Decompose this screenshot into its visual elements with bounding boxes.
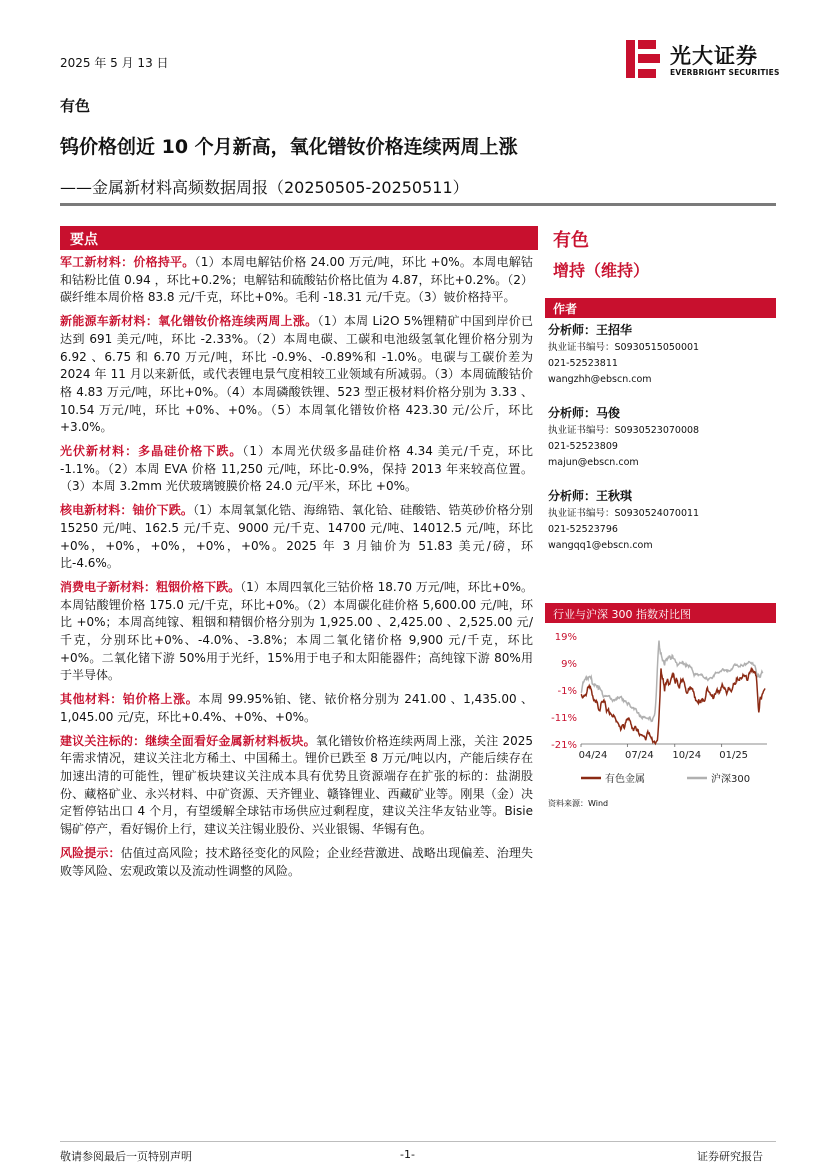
key-points-heading-text: 要点 (70, 232, 98, 248)
key-point-text: （1）本周 Li2O 5%锂精矿中国到岸价已达到 691 美元/吨，环比 -2.33%。（2）本周电碳、工碳和电池级氢氧化锂价格分别为 6.92 、6.75 和 6.70 万元/吨，环比 -0.9%、-0.89%和 -1.0%。电碳与工碳价差为 2024 年 11 月以来新低，或代表锂电景气度相较工业领域有所减弱。（3）本周硫酸钴价格 4.83 万元/吨，环比+0%。（4）本周磷酸铁锂、523 型正极材料价格分别为 3.33 、10.54 万元/吨，环比 +0%、+0%。（5）本周氧化镨钕价格 423.30 元/公斤，环比+3.0%。 (60, 314, 533, 435)
page-number: -1- (400, 1148, 415, 1161)
author-email[interactable]: wangqq1@ebscn.com (548, 540, 653, 551)
key-point-lead: 其他材料：铂价格上涨。 (60, 692, 199, 707)
x-tick-label: 07/24 (624, 750, 654, 761)
logo-en-text: EVERBRIGHT SECURITIES (670, 68, 780, 77)
key-point-lead: 军工新材料：价格持平。 (60, 255, 195, 269)
report-date: 2025 年 5 月 13 日 (60, 56, 169, 70)
legend-label: 有色金属 (605, 774, 645, 785)
key-point-paragraph (60, 502, 533, 573)
key-point-lead: 新能源车新材料：氧化镨钕价格连续两周上涨。 (60, 314, 318, 329)
author-phone: 021-52523809 (548, 441, 618, 452)
author-name: 分析师：王招华 (548, 323, 633, 337)
key-point-paragraph (60, 443, 533, 496)
sidebar-sector: 有色 (553, 230, 589, 251)
chart-heading-text: 行业与沪深 300 指数对比图 (553, 608, 691, 621)
x-tick-label: 01/25 (719, 750, 749, 761)
index-comparison-chart (545, 626, 776, 796)
footer-disclaimer: 敬请参阅最后一页特别声明 (60, 1150, 192, 1163)
key-point-text: 氧化镨钕价格连续两周上涨，关注 2025 年需求情况，建议关注北方稀土、中国稀土。锂价已跌至 8 万元/吨以内，产能后续存在加速出清的可能性，锂矿板块建议关注成本具有优势且资源端存在扩张的标的：盐湖股份、藏格矿业、永兴材料、中矿资源、天齐锂业、赣锋锂业、西藏矿业等。刚果（金）决定暂停钴出口 4 个月，有望缓解全球钴市场供应过剩程度，建议关注华友钴业等。Bisie 锡矿停产，看好锡价上行，建议关注锡业股份、兴业银锡、华锡有色。 (60, 733, 533, 837)
footer-doc-type: 证券研究报告 (697, 1150, 763, 1163)
key-point-text: （1）本周电解钴价格 24.00 万元/吨，环比 +0%。本周电解钴和钴粉比值 0.94 ，环比+0.2%；电解钴和硫酸钴价格比值为 4.87，环比+0.2%。（2）碳纤维本周价格 83.8 元/千克，环比+0%。毛利 -18.31 元/千克。（3）铍价格持平。 (60, 255, 533, 305)
sector-label: 有色 (60, 97, 91, 115)
header-divider (60, 203, 776, 206)
key-points-body (60, 254, 533, 886)
key-points-heading (60, 226, 538, 250)
y-tick-label: 19% (554, 632, 577, 643)
everbright-logo (626, 38, 786, 82)
author-email[interactable]: majun@ebscn.com (548, 457, 639, 468)
logo-cn-text: 光大证券 (670, 44, 758, 68)
key-point-text: （1）本周四氧化三钴价格 18.70 万元/吨，环比+0%。本周钴酸锂价格 175.0 元/千克，环比+0%。（2）本周碳化硅价格 5,600.00 元/吨，环比 +0%；本周高纯镓、粗铟和精铟价格分别为 1,925.00 、2,425.00 、2,525.00 元/千克，分别环比+0%、-4.0%、-3.8%；本周二氧化锗价格 9,900 元/千克，环比+0%。二氧化锗下游 50%用于光纤，15%用于电子和太阳能器件；高纯镓下游 80%用于半导体。 (60, 579, 533, 683)
x-tick-label: 10/24 (672, 750, 702, 761)
key-point-paragraph (60, 845, 533, 880)
author-cert: 执业证书编号：S0930515050001 (548, 342, 700, 353)
y-tick-label: -11% (551, 713, 577, 724)
y-tick-label: -1% (557, 686, 577, 697)
chart-heading (545, 603, 776, 623)
author-card (548, 488, 778, 554)
everbright-logo-icon (626, 40, 660, 78)
key-point-lead: 消费电子新材料：粗铟价格下跌。 (60, 579, 241, 594)
y-tick-label: -21% (551, 740, 577, 751)
footer-divider (60, 1141, 776, 1142)
key-point-text: （1）本周氧氯化锆、海绵锆、氧化铪、硅酸锆、锆英砂价格分别 15250 元/吨、162.5 元/千克、9000 元/千克、14700 元/吨、14012.5 元/吨，环比+0%，+0%，+0%，+0%，+0%。2025 年 3 月铀价为 51.83 美元/磅，环比-4.6%。 (60, 503, 533, 571)
key-point-text: 本周 99.95%铂、铑、铱价格分别为 241.00 、1,435.00 、1,045.00 元/克，环比+0.4%、+0%、+0%。 (60, 692, 533, 724)
author-email[interactable]: wangzhh@ebscn.com (548, 374, 652, 385)
author-phone: 021-52523796 (548, 524, 618, 535)
key-point-lead: 核电新材料：铀价下跌。 (60, 503, 193, 518)
report-subtitle: ——金属新材料高频数据周报（20250505-20250511） (60, 178, 469, 197)
key-point-text: 估值过高风险；技术路径变化的风险；企业经营激进、战略出现偏差、治理失败等风险、宏观政策以及流动性调整的风险。 (60, 845, 533, 878)
chart-source: 资料来源：Wind (548, 799, 609, 808)
key-point-lead: 光伏新材料：多晶硅价格下跌。 (60, 444, 243, 459)
author-cert: 执业证书编号：S0930523070008 (548, 425, 700, 436)
key-point-paragraph (60, 579, 533, 685)
authors-heading (545, 298, 776, 318)
author-name: 分析师：马俊 (548, 406, 621, 420)
legend-label: 沪深300 (711, 774, 751, 785)
key-point-paragraph (60, 691, 533, 726)
x-tick-label: 04/24 (578, 750, 608, 761)
author-card (548, 405, 778, 471)
rating-label: 增持（维持） (553, 261, 650, 280)
key-point-text: （1）本周光伏级多晶硅价格 4.34 美元/千克，环比 -1.1%。（2）本周 EVA 价格 11,250 元/吨，环比-0.9%，保持 2013 年来较高位置。（3）本周 3.2mm 光伏玻璃镀膜价格 24.0 元/平米，环比 +0%。 (60, 444, 533, 494)
author-phone: 021-52523811 (548, 358, 618, 369)
authors-heading-text: 作者 (553, 302, 578, 316)
key-point-paragraph (60, 733, 533, 839)
series-line-nonferrous (581, 668, 765, 743)
y-tick-label: 9% (561, 659, 577, 670)
key-point-paragraph (60, 313, 533, 437)
key-point-lead: 风险提示： (60, 845, 121, 860)
author-card (548, 322, 778, 388)
author-cert: 执业证书编号：S0930524070011 (548, 508, 700, 519)
report-title: 钨价格创近 10 个月新高，氧化镨钕价格连续两周上涨 (60, 136, 518, 158)
author-name: 分析师：王秋琪 (548, 489, 633, 503)
key-point-lead: 建议关注标的：继续全面看好金属新材料板块。 (60, 733, 316, 748)
key-point-paragraph (60, 254, 533, 307)
